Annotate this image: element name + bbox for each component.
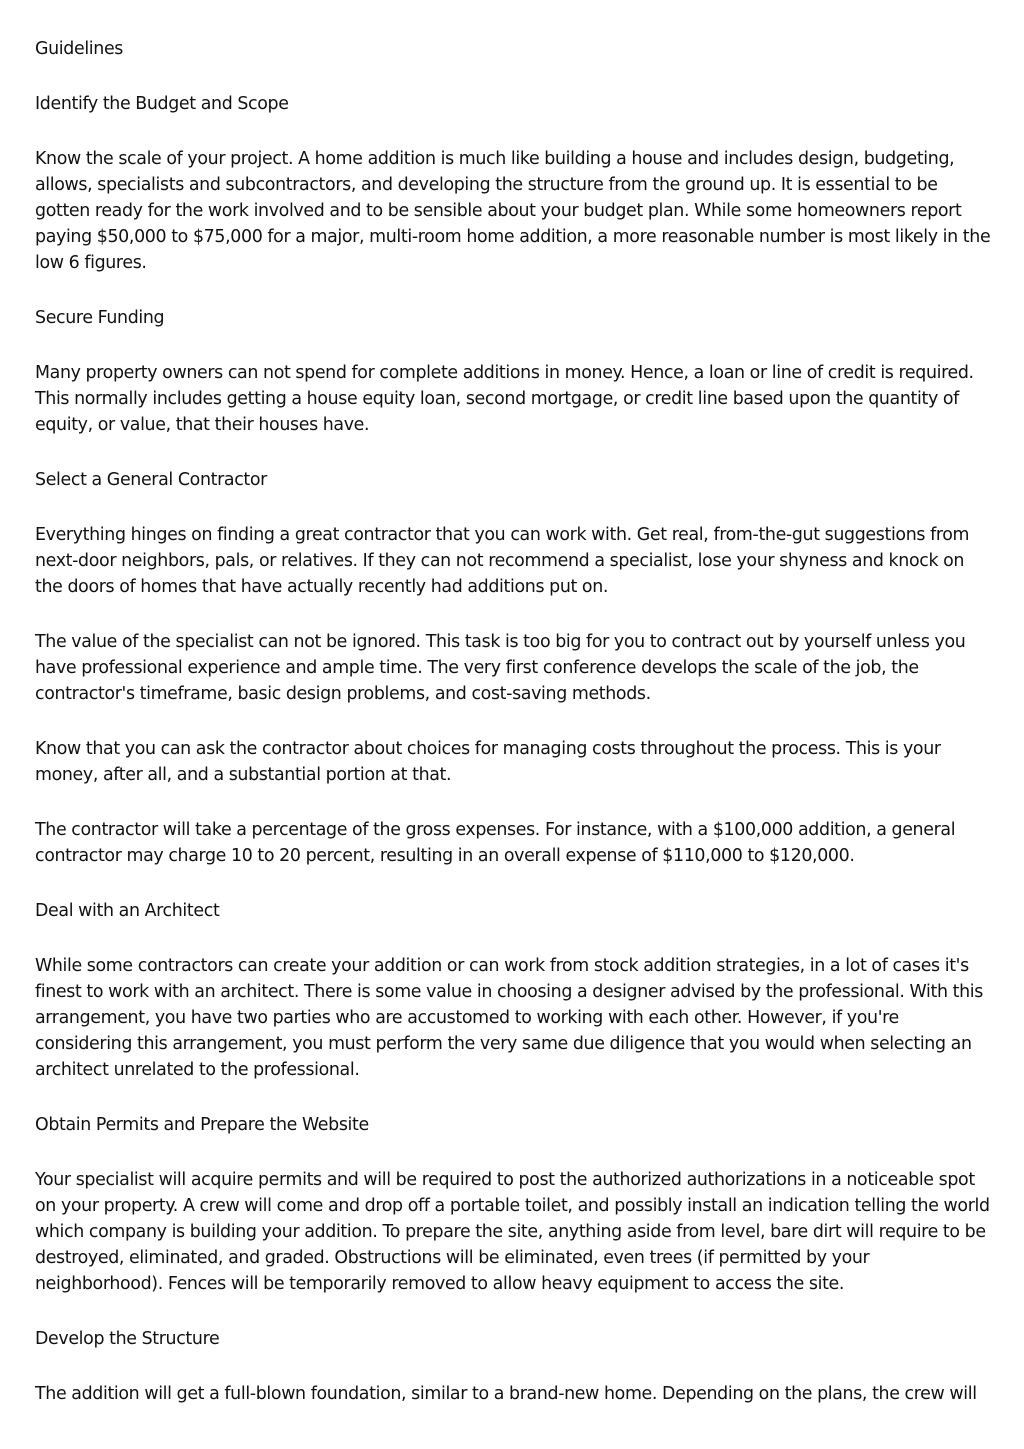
section-heading-guidelines: Guidelines	[35, 39, 124, 59]
paragraph-budget-scope: Know the scale of your project. A home addition is much like building a house and includes design, budgeting, allows, specialists and subcontractors, and developing the structure from the ground up. It is essential to be gotten ready for the work involved and to be sensible about your budget plan. While some homeowners report paying $50,000 to $75,000 for a major, multi-room home addition, a more reasonable number is most likely in the low 6 figures.	[35, 149, 991, 273]
section-heading-secure-funding: Secure Funding	[35, 308, 165, 328]
section-heading-structure: Develop the Structure	[35, 1329, 220, 1349]
section-heading-budget-scope: Identify the Budget and Scope	[35, 94, 289, 114]
paragraph-structure: The addition will get a full-blown foundation, similar to a brand-new home. Depending on the plans, the crew will	[35, 1384, 977, 1404]
paragraph-secure-funding: Many property owners can not spend for complete additions in money. Hence, a loan or line of credit is required. This normally includes getting a house equity loan, second mortgage, or credit line based upon the quantity of equity, or value, that their houses have.	[35, 363, 974, 435]
section-heading-general-contractor: Select a General Contractor	[35, 470, 267, 490]
paragraph-contractor-finding: Everything hinges on finding a great contractor that you can work with. Get real, from-the-gut suggestions from next-door neighbors, pals, or relatives. If they can not recommend a specialist, lose your shyness and knock on the doors of homes that have actually recently had additions put on.	[35, 525, 970, 597]
paragraph-contractor-value: The value of the specialist can not be ignored. This task is too big for you to contract out by yourself unless you have professional experience and ample time. The very first conference develops the scale of the job, the contractor's timeframe, basic design problems, and cost-saving methods.	[35, 632, 966, 704]
paragraph-contractor-costs: Know that you can ask the contractor about choices for managing costs throughout the process. This is your money, after all, and a substantial portion at that.	[35, 739, 941, 785]
document-body	[35, 36, 993, 1436]
paragraph-permits: Your specialist will acquire permits and will be required to post the authorized authorizations in a noticeable spot on your property. A crew will come and drop off a portable toilet, and possibly install an indication telling the world which company is building your addition. To prepare the site, anything aside from level, bare dirt will require to be destroyed, eliminated, and graded. Obstructions will be eliminated, even trees (if permitted by your neighborhood). Fences will be temporarily removed to allow heavy equipment to access the site.	[35, 1170, 990, 1294]
paragraph-architect: While some contractors can create your addition or can work from stock addition strategies, in a lot of cases it's finest to work with an architect. There is some value in choosing a designer advised by the professional. With this arrangement, you have two parties who are accustomed to working with each other. However, if you're considering this arrangement, you must perform the very same due diligence that you would when selecting an architect unrelated to the professional.	[35, 956, 983, 1080]
section-heading-permits: Obtain Permits and Prepare the Website	[35, 1115, 369, 1135]
paragraph-contractor-percentage: The contractor will take a percentage of the gross expenses. For instance, with a $100,000 addition, a general contractor may charge 10 to 20 percent, resulting in an overall expense of $110,000 to $120,000.	[35, 820, 956, 866]
section-heading-architect: Deal with an Architect	[35, 901, 220, 921]
